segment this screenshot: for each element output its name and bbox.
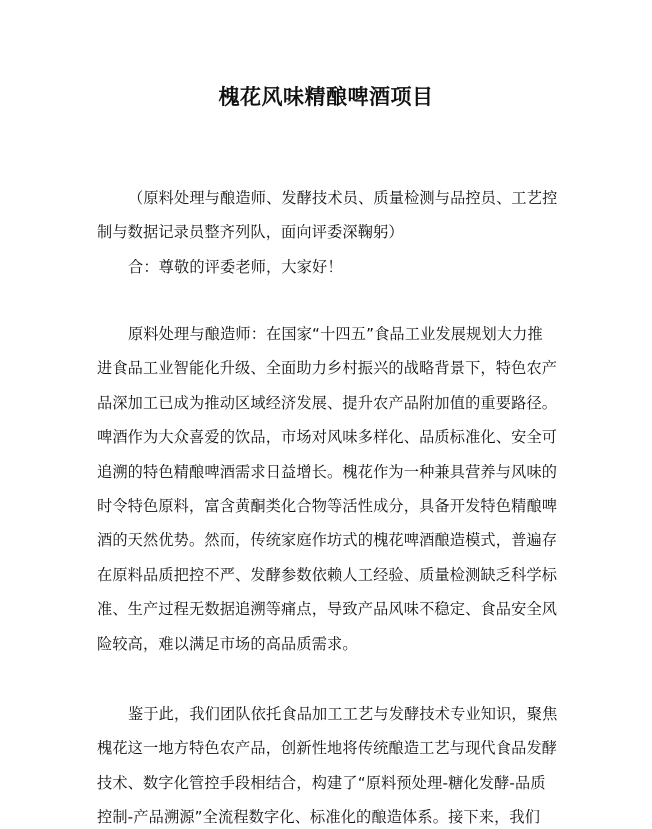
paragraph-line: 原料处理与酿造师：在国家“十四五”食品工业发展规划大力推 xyxy=(128,325,543,343)
paragraph-line: 时令特色原料，富含黄酮类化合物等活性成分，具备开发特色精酿啤 xyxy=(97,497,558,515)
paragraph-line: 技术、数字化管控手段相结合，构建了“原料预处理-糖化发酵-品质 xyxy=(97,774,546,792)
paragraph-line: 品深加工已成为推动区域经济发展、提升农产品附加值的重要路径。 xyxy=(97,394,558,412)
paragraph-line: 控制-产品溯源”全流程数字化、标准化的酿造体系。接下来，我们 xyxy=(97,808,541,826)
paragraph-line: 酒的天然优势。然而，传统家庭作坊式的槐花啤酒酿造模式，普遍存 xyxy=(97,531,558,549)
greeting-line: 合：尊敬的评委老师，大家好！ xyxy=(128,258,343,276)
paragraph-line: 进食品工业智能化升级、全面助力乡村振兴的战略背景下，特色农产 xyxy=(97,359,558,377)
paragraph-line: 险较高，难以满足市场的高品质需求。 xyxy=(97,635,358,653)
paragraph-line: 鉴于此，我们团队依托食品加工工艺与发酵技术专业知识，聚焦 xyxy=(128,705,558,723)
stage-direction-line: （原料处理与酿造师、发酵技术员、质量检测与品控员、工艺控 xyxy=(128,189,558,207)
paragraph-line: 追溯的特色精酿啤酒需求日益增长。槐花作为一种兼具营养与风味的 xyxy=(97,463,558,481)
paragraph-line: 准、生产过程无数据追溯等痛点，导致产品风味不稳定、食品安全风 xyxy=(97,600,558,618)
paragraph-line: 槐花这一地方特色农产品，创新性地将传统酿造工艺与现代食品发酵 xyxy=(97,739,558,757)
document-title: 槐花风味精酿啤酒项目 xyxy=(218,85,434,109)
paragraph-line: 在原料品质把控不严、发酵参数依赖人工经验、质量检测缺乏科学标 xyxy=(97,566,558,584)
stage-direction-line: 制与数据记录员整齐列队，面向评委深鞠躬） xyxy=(97,223,404,241)
paragraph-line: 啤酒作为大众喜爱的饮品，市场对风味多样化、品质标准化、安全可 xyxy=(97,428,558,446)
